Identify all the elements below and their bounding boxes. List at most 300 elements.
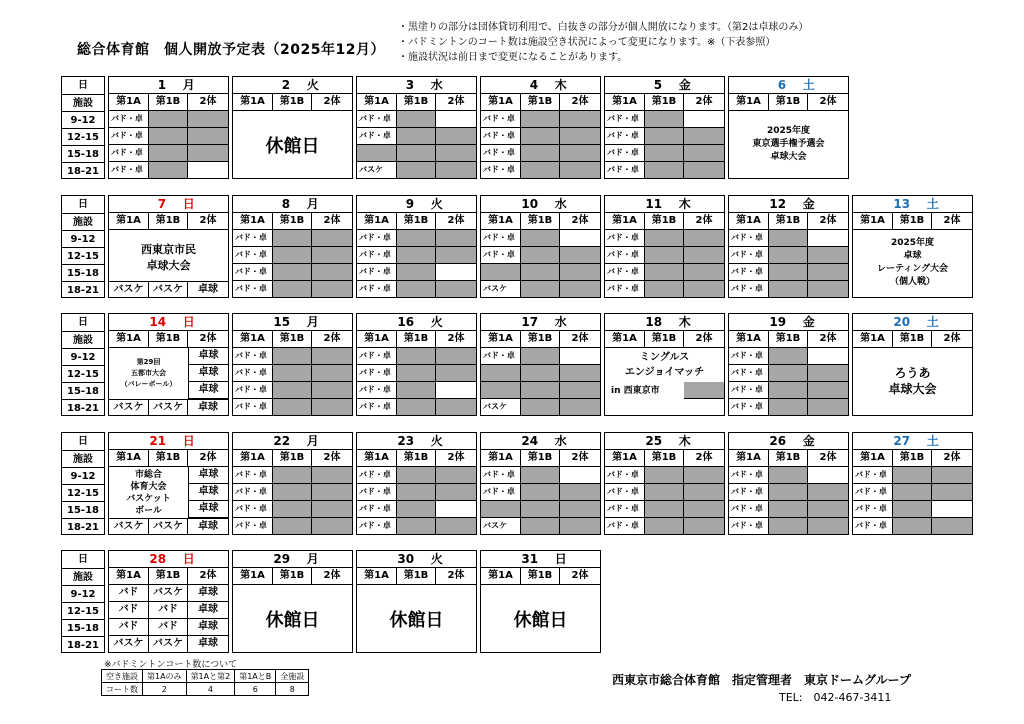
facility-header: 第1B bbox=[273, 213, 312, 230]
facility-header: 2体 bbox=[312, 94, 352, 111]
day-number: 5 bbox=[653, 78, 663, 92]
schedule-cell: バド・卓 bbox=[233, 264, 273, 281]
day-block-27 bbox=[852, 432, 973, 535]
day-block-21 bbox=[108, 432, 229, 535]
row-label: 15-18 bbox=[62, 501, 104, 518]
schedule-cell: 卓球 bbox=[188, 619, 228, 636]
weekday: 土 bbox=[926, 315, 939, 329]
reserved-cell bbox=[808, 281, 848, 298]
day-header bbox=[729, 77, 848, 94]
event-line: ミングルス bbox=[639, 352, 690, 363]
day-block-31 bbox=[480, 550, 601, 653]
court-table-row-label: コート数 bbox=[102, 683, 143, 696]
reserved-cell bbox=[436, 281, 476, 298]
schedule-cell: バド・卓 bbox=[357, 348, 397, 365]
schedule-cell: バド bbox=[109, 619, 149, 636]
reserved-cell bbox=[808, 518, 848, 535]
facility-header: 2体 bbox=[436, 331, 476, 348]
day-header bbox=[357, 551, 476, 568]
facility-header: 2体 bbox=[312, 450, 352, 467]
facility-header: 第1B bbox=[521, 94, 560, 111]
facility-header: 第1B bbox=[645, 94, 684, 111]
row-label: 施設 bbox=[62, 568, 104, 585]
schedule-cell: バド bbox=[109, 602, 149, 619]
schedule-cell: バド・卓 bbox=[605, 162, 645, 179]
row-labels bbox=[61, 550, 105, 653]
reserved-cell bbox=[684, 382, 724, 399]
facility-header: 2体 bbox=[436, 213, 476, 230]
row-labels bbox=[61, 313, 105, 416]
facility-header: 2体 bbox=[312, 568, 352, 585]
schedule-cell: バド・卓 bbox=[481, 111, 521, 128]
reserved-cell bbox=[645, 128, 684, 145]
schedule-cell: バド・卓 bbox=[729, 348, 769, 365]
day-number: 18 bbox=[645, 315, 663, 329]
reserved-cell bbox=[521, 162, 560, 179]
reserved-cell bbox=[521, 128, 560, 145]
schedule-cell: バド・卓 bbox=[605, 484, 645, 501]
facility-header: 第1B bbox=[397, 331, 436, 348]
reserved-cell bbox=[808, 484, 848, 501]
day-number: 22 bbox=[273, 434, 291, 448]
facility-header: 第1B bbox=[521, 568, 560, 585]
reserved-cell bbox=[560, 111, 600, 128]
day-block-6 bbox=[728, 76, 849, 179]
reserved-cell bbox=[436, 467, 476, 484]
schedule-cell bbox=[560, 348, 600, 365]
facility-header: 2体 bbox=[188, 568, 228, 585]
facility-header: 第1B bbox=[273, 568, 312, 585]
reserved-cell bbox=[521, 399, 560, 416]
reserved-cell bbox=[312, 365, 352, 382]
facility-header: 第1A bbox=[233, 450, 273, 467]
facility-header: 第1B bbox=[149, 450, 188, 467]
facility-header: 第1A bbox=[729, 94, 769, 111]
facility-header: 2体 bbox=[436, 450, 476, 467]
schedule-cell: バド・卓 bbox=[729, 382, 769, 399]
note-1: ・黒塗りの部分は団体貸切利用で、白抜きの部分が個人開放になります。（第2は卓球のみ） bbox=[398, 22, 809, 33]
reserved-cell bbox=[769, 467, 808, 484]
court-footnote: ※バドミントンコート数について bbox=[104, 660, 238, 670]
event-line: ボール bbox=[135, 505, 162, 516]
weekday: 金 bbox=[802, 197, 815, 211]
row-label: 日 bbox=[78, 199, 88, 210]
weekday: 木 bbox=[678, 197, 691, 211]
reserved-cell bbox=[808, 382, 848, 399]
event-line: 第29回 bbox=[136, 358, 161, 366]
facility-header: 第1A bbox=[481, 568, 521, 585]
weekday: 土 bbox=[802, 78, 815, 92]
reserved-cell bbox=[521, 365, 560, 382]
reserved-cell bbox=[312, 518, 352, 535]
day-block-4 bbox=[480, 76, 601, 179]
day-number: 8 bbox=[281, 197, 291, 211]
row-label: 施設 bbox=[62, 213, 104, 230]
row-label: 9-12 bbox=[62, 348, 104, 365]
reserved-cell bbox=[769, 501, 808, 518]
day-number: 12 bbox=[769, 197, 787, 211]
schedule-cell: バド・卓 bbox=[853, 484, 893, 501]
day-header bbox=[605, 314, 724, 331]
event-line: 卓球大会 bbox=[146, 259, 191, 272]
reserved-cell bbox=[645, 247, 684, 264]
weekday: 火 bbox=[306, 78, 319, 92]
day-block-24 bbox=[480, 432, 601, 535]
court-count-table bbox=[101, 669, 309, 696]
reserved-cell bbox=[149, 111, 188, 128]
reserved-cell bbox=[769, 484, 808, 501]
reserved-cell bbox=[893, 484, 932, 501]
reserved-cell bbox=[769, 264, 808, 281]
facility-header: 第1A bbox=[109, 568, 149, 585]
schedule-cell: バド・卓 bbox=[109, 162, 149, 179]
reserved-cell bbox=[521, 382, 560, 399]
reserved-cell bbox=[560, 501, 600, 518]
weekday: 火 bbox=[430, 552, 443, 566]
reserved-cell bbox=[481, 501, 521, 518]
reserved-cell bbox=[684, 501, 724, 518]
day-block-29 bbox=[232, 550, 353, 653]
reserved-cell bbox=[436, 518, 476, 535]
reserved-cell bbox=[397, 128, 436, 145]
facility-header: 第1B bbox=[149, 331, 188, 348]
day-number: 7 bbox=[157, 197, 167, 211]
schedule-cell: バド・卓 bbox=[853, 518, 893, 535]
reserved-cell bbox=[436, 162, 476, 179]
row-label: 施設 bbox=[62, 331, 104, 348]
reserved-cell bbox=[560, 399, 600, 416]
schedule-cell: バド・卓 bbox=[605, 501, 645, 518]
reserved-cell bbox=[521, 247, 560, 264]
facility-header: 第1B bbox=[149, 568, 188, 585]
row-label: 9-12 bbox=[62, 230, 104, 247]
reserved-cell bbox=[893, 501, 932, 518]
facility-header: 2体 bbox=[312, 213, 352, 230]
facility-header: 第1B bbox=[893, 331, 932, 348]
day-number: 20 bbox=[893, 315, 911, 329]
reserved-cell bbox=[397, 518, 436, 535]
day-header bbox=[109, 77, 228, 94]
day-block-23 bbox=[356, 432, 477, 535]
event-line: 五都市大会 bbox=[131, 369, 166, 377]
schedule-cell: バド・卓 bbox=[605, 264, 645, 281]
tel-text: TEL: 042-467-3411 bbox=[779, 691, 892, 704]
reserved-cell bbox=[436, 247, 476, 264]
facility-header: 第1A bbox=[605, 94, 645, 111]
row-label: 12-15 bbox=[62, 602, 104, 619]
day-number: 16 bbox=[397, 315, 415, 329]
schedule-cell: バド・卓 bbox=[357, 128, 397, 145]
reserved-cell bbox=[645, 111, 684, 128]
day-header bbox=[729, 196, 848, 213]
reserved-cell bbox=[684, 518, 724, 535]
reserved-cell bbox=[397, 111, 436, 128]
reserved-cell bbox=[273, 484, 312, 501]
day-header bbox=[481, 314, 600, 331]
row-label: 15-18 bbox=[62, 264, 104, 281]
day-number: 31 bbox=[521, 552, 539, 566]
schedule-cell: バド・卓 bbox=[729, 230, 769, 247]
facility-header: 第1B bbox=[521, 213, 560, 230]
facility-header: 第1B bbox=[149, 94, 188, 111]
schedule-cell: 卓球 bbox=[188, 518, 228, 535]
schedule-cell bbox=[684, 111, 724, 128]
weekday: 月 bbox=[182, 78, 195, 92]
reserved-cell bbox=[684, 128, 724, 145]
day-header bbox=[605, 433, 724, 450]
reserved-cell bbox=[312, 348, 352, 365]
facility-header: 2体 bbox=[188, 450, 228, 467]
row-labels bbox=[61, 432, 105, 535]
row-label: 18-21 bbox=[62, 636, 104, 653]
facility-header: 第1A bbox=[233, 213, 273, 230]
day-number: 19 bbox=[769, 315, 787, 329]
schedule-cell bbox=[808, 467, 848, 484]
weekday: 金 bbox=[802, 315, 815, 329]
reserved-cell bbox=[808, 501, 848, 518]
facility-header: 2体 bbox=[932, 213, 972, 230]
schedule-cell bbox=[436, 264, 476, 281]
reserved-cell bbox=[436, 128, 476, 145]
day-header bbox=[853, 314, 972, 331]
schedule-cell: バド・卓 bbox=[729, 264, 769, 281]
day-header bbox=[605, 77, 724, 94]
day-header bbox=[109, 551, 228, 568]
schedule-cell: バド・卓 bbox=[233, 382, 273, 399]
row-label: 日 bbox=[78, 554, 88, 565]
reserved-cell bbox=[188, 111, 228, 128]
facility-header: 2体 bbox=[684, 331, 724, 348]
reserved-cell bbox=[436, 230, 476, 247]
facility-header: 第1A bbox=[357, 331, 397, 348]
schedule-cell: バド・卓 bbox=[233, 247, 273, 264]
reserved-cell bbox=[521, 348, 560, 365]
day-number: 3 bbox=[405, 78, 415, 92]
schedule-cell: バド bbox=[149, 619, 188, 636]
weekday: 水 bbox=[554, 315, 567, 329]
day-number: 15 bbox=[273, 315, 291, 329]
weekday: 金 bbox=[678, 78, 691, 92]
facility-header: 2体 bbox=[560, 94, 600, 111]
reserved-cell bbox=[397, 247, 436, 264]
schedule-cell bbox=[560, 467, 600, 484]
row-label: 18-21 bbox=[62, 281, 104, 298]
schedule-cell: バド・卓 bbox=[605, 145, 645, 162]
facility-header: 第1B bbox=[273, 94, 312, 111]
day-number: 9 bbox=[405, 197, 415, 211]
schedule-cell: 卓球 bbox=[188, 602, 228, 619]
weekday: 火 bbox=[430, 434, 443, 448]
facility-header: 第1A bbox=[357, 568, 397, 585]
day-header bbox=[357, 433, 476, 450]
schedule-cell: バド・卓 bbox=[605, 128, 645, 145]
day-header bbox=[853, 196, 972, 213]
reserved-cell bbox=[397, 162, 436, 179]
reserved-cell bbox=[521, 518, 560, 535]
reserved-cell bbox=[645, 518, 684, 535]
schedule-cell: バド・卓 bbox=[729, 484, 769, 501]
reserved-cell bbox=[397, 365, 436, 382]
row-label: 施設 bbox=[62, 450, 104, 467]
facility-header: 第1A bbox=[853, 213, 893, 230]
event-line: バスケット bbox=[126, 493, 171, 504]
weekday: 水 bbox=[554, 434, 567, 448]
day-block-20 bbox=[852, 313, 973, 416]
facility-header: 2体 bbox=[436, 94, 476, 111]
day-header bbox=[233, 433, 352, 450]
schedule-cell bbox=[808, 230, 848, 247]
event-text bbox=[605, 350, 724, 380]
facility-header: 第1B bbox=[769, 450, 808, 467]
reserved-cell bbox=[560, 264, 600, 281]
schedule-cell: バド・卓 bbox=[481, 247, 521, 264]
event-text bbox=[109, 242, 228, 274]
weekday: 木 bbox=[678, 434, 691, 448]
facility-header: 第1A bbox=[109, 331, 149, 348]
schedule-cell: バド・卓 bbox=[481, 162, 521, 179]
reserved-cell bbox=[273, 399, 312, 416]
schedule-cell: バド・卓 bbox=[233, 399, 273, 416]
day-block-3 bbox=[356, 76, 477, 179]
schedule-cell: バスケ bbox=[481, 518, 521, 535]
event-line: in 西東京市 bbox=[611, 386, 660, 396]
facility-header: 2体 bbox=[808, 331, 848, 348]
facility-header: 2体 bbox=[560, 213, 600, 230]
weekday: 水 bbox=[554, 197, 567, 211]
day-block-2 bbox=[232, 76, 353, 179]
schedule-cell: 卓球 bbox=[188, 382, 228, 399]
reserved-cell bbox=[560, 518, 600, 535]
schedule-cell: バド・卓 bbox=[357, 111, 397, 128]
event-line: 2025年度 bbox=[766, 125, 811, 136]
reserved-cell bbox=[481, 365, 521, 382]
schedule-cell: バスケ bbox=[109, 281, 149, 298]
schedule-cell: バスケ bbox=[109, 518, 149, 535]
reserved-cell bbox=[808, 399, 848, 416]
manager-text: 西東京市総合体育館 指定管理者 東京ドームグループ bbox=[612, 673, 912, 687]
facility-header: 第1B bbox=[645, 213, 684, 230]
row-label: 15-18 bbox=[62, 382, 104, 399]
reserved-cell bbox=[312, 247, 352, 264]
day-block-30 bbox=[356, 550, 477, 653]
day-number: 14 bbox=[149, 315, 167, 329]
weekday: 木 bbox=[554, 78, 567, 92]
row-label: 9-12 bbox=[62, 585, 104, 602]
reserved-cell bbox=[312, 281, 352, 298]
weekday: 月 bbox=[306, 434, 319, 448]
reserved-cell bbox=[273, 365, 312, 382]
facility-header: 2体 bbox=[808, 450, 848, 467]
facility-header: 2体 bbox=[932, 450, 972, 467]
reserved-cell bbox=[560, 365, 600, 382]
schedule-cell: バド・卓 bbox=[233, 484, 273, 501]
reserved-cell bbox=[684, 145, 724, 162]
event-line: エンジョイマッチ bbox=[624, 367, 705, 378]
court-table-value: 2 bbox=[143, 683, 187, 696]
schedule-cell: バド・卓 bbox=[853, 467, 893, 484]
reserved-cell bbox=[645, 162, 684, 179]
event-text bbox=[853, 365, 972, 397]
reserved-cell bbox=[684, 281, 724, 298]
reserved-cell bbox=[312, 484, 352, 501]
event-line: 東京選手権予選会 bbox=[752, 138, 825, 149]
reserved-cell bbox=[684, 247, 724, 264]
facility-header: 2体 bbox=[560, 450, 600, 467]
reserved-cell bbox=[149, 128, 188, 145]
row-label: 9-12 bbox=[62, 111, 104, 128]
reserved-cell bbox=[273, 348, 312, 365]
reserved-cell bbox=[521, 230, 560, 247]
reserved-cell bbox=[932, 467, 972, 484]
reserved-cell bbox=[560, 247, 600, 264]
schedule-cell: バド・卓 bbox=[233, 348, 273, 365]
event-text bbox=[729, 125, 848, 164]
row-label: 15-18 bbox=[62, 145, 104, 162]
reserved-cell bbox=[273, 518, 312, 535]
schedule-cell: バド・卓 bbox=[729, 281, 769, 298]
schedule-cell: バド・卓 bbox=[233, 501, 273, 518]
row-label: 18-21 bbox=[62, 518, 104, 535]
event-line: 卓球大会 bbox=[888, 382, 937, 396]
schedule-cell: バド・卓 bbox=[729, 399, 769, 416]
schedule-cell: バド bbox=[149, 602, 188, 619]
day-block-11 bbox=[604, 195, 725, 298]
facility-header: 第1B bbox=[645, 450, 684, 467]
row-label: 12-15 bbox=[62, 128, 104, 145]
day-block-7 bbox=[108, 195, 229, 298]
event-line: （個人戦） bbox=[889, 277, 935, 287]
schedule-cell bbox=[436, 111, 476, 128]
notes bbox=[398, 20, 808, 65]
day-block-18 bbox=[604, 313, 725, 416]
event-line: レーティング大会 bbox=[876, 264, 949, 274]
reserved-cell bbox=[769, 518, 808, 535]
weekday: 日 bbox=[182, 197, 195, 211]
reserved-cell bbox=[932, 484, 972, 501]
schedule-cell: 卓球 bbox=[188, 399, 228, 416]
schedule-cell: 卓球 bbox=[188, 484, 228, 501]
day-number: 24 bbox=[521, 434, 539, 448]
court-table-header: 第1Aと第2 bbox=[186, 670, 235, 683]
facility-header: 第1A bbox=[729, 450, 769, 467]
day-number: 10 bbox=[521, 197, 539, 211]
schedule-cell: バド・卓 bbox=[729, 467, 769, 484]
reserved-cell bbox=[397, 264, 436, 281]
day-number: 27 bbox=[893, 434, 911, 448]
schedule-cell bbox=[436, 382, 476, 399]
schedule-cell: バド・卓 bbox=[729, 518, 769, 535]
court-table-header: 第1Aのみ bbox=[143, 670, 187, 683]
facility-header: 2体 bbox=[436, 568, 476, 585]
day-header bbox=[481, 77, 600, 94]
reserved-cell bbox=[521, 467, 560, 484]
closed-label: 休館日 bbox=[265, 136, 320, 157]
reserved-cell bbox=[521, 264, 560, 281]
reserved-cell bbox=[560, 382, 600, 399]
schedule-cell: バド・卓 bbox=[233, 467, 273, 484]
note-2: ・バドミントンのコート数は施設空き状況によって変更になります。※（下表参照） bbox=[398, 37, 776, 48]
reserved-cell bbox=[645, 264, 684, 281]
weekday: 月 bbox=[306, 552, 319, 566]
day-header bbox=[109, 314, 228, 331]
day-block-22 bbox=[232, 432, 353, 535]
day-header bbox=[109, 196, 228, 213]
reserved-cell bbox=[273, 264, 312, 281]
facility-header: 第1A bbox=[233, 94, 273, 111]
schedule-cell: 卓球 bbox=[198, 638, 218, 649]
facility-header: 第1A bbox=[605, 450, 645, 467]
facility-header: 第1A bbox=[729, 331, 769, 348]
